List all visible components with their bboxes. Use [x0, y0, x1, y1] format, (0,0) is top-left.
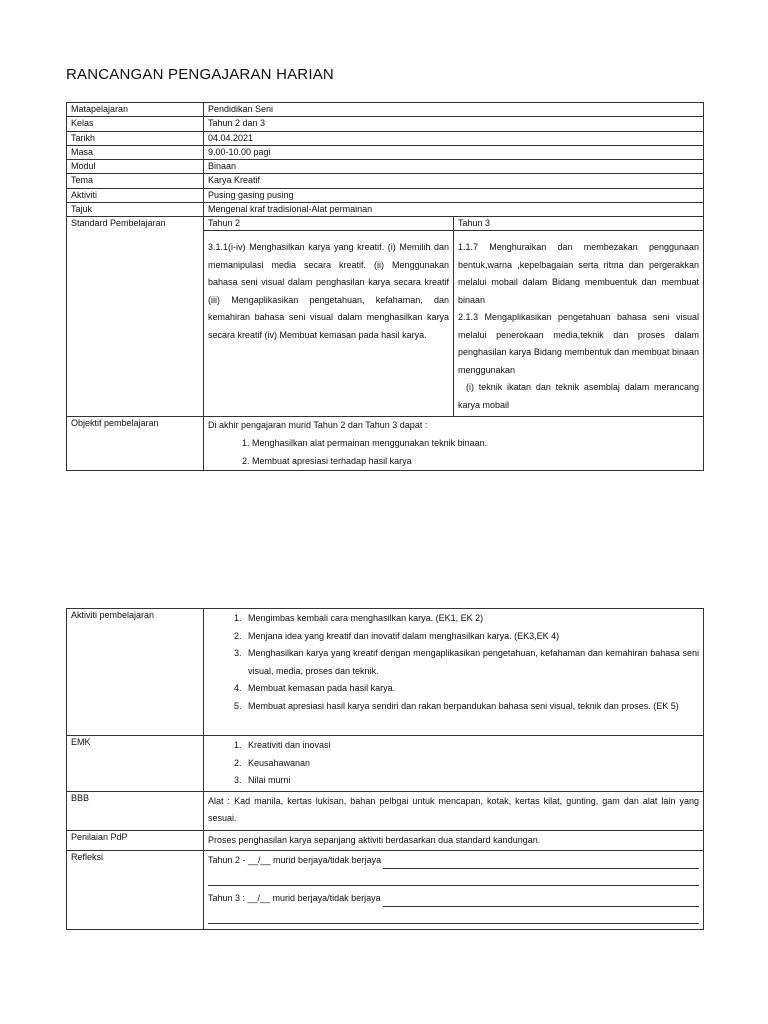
refleksi-tahun2-line[interactable]	[208, 869, 699, 886]
info-row	[67, 160, 704, 174]
info-value: Tahun 2 dan 3	[204, 117, 704, 131]
aktiviti-content	[204, 609, 704, 736]
standard-label: Standard Pembelajaran	[67, 217, 204, 417]
tahun2-header: Tahun 2	[204, 217, 454, 231]
aktiviti-label: Aktiviti pembelajaran	[67, 609, 204, 736]
penilaian-label: Penilaian PdP	[67, 830, 204, 850]
info-row	[67, 174, 704, 188]
aktiviti-item: 1. Mengimbas kembali cara menghasilkan karya. (EK1, EK 2)	[244, 610, 699, 628]
refleksi-tahun2	[208, 852, 699, 869]
info-label: Kelas	[67, 117, 204, 131]
info-row	[67, 188, 704, 202]
info-value: Karya Kreatif	[204, 174, 704, 188]
info-rows	[67, 103, 704, 217]
emk-row	[67, 736, 704, 792]
info-row	[67, 131, 704, 145]
refleksi-tahun3-blank[interactable]	[383, 896, 699, 907]
info-value: 04.04.2021	[204, 131, 704, 145]
emk-content	[204, 736, 704, 792]
refleksi-tahun3-line[interactable]	[208, 907, 699, 924]
refleksi-tahun3-text: Tahun 3 : __/__ murid berjaya/tidak berjaya	[208, 892, 381, 903]
bbb-content	[204, 791, 704, 830]
aktiviti-item: 2. Menjana idea yang kreatif dan inovatif dalam menghasilkan karya. (EK3,EK 4)	[244, 628, 699, 646]
aktiviti-item: 3. Menghasilkan karya yang kreatif dengan mengaplikasikan pengetahuan, kefahaman dan kemahiran bahasa seni visual, media, proses dan teknik.	[244, 645, 699, 680]
refleksi-content	[204, 850, 704, 929]
lesson-info-table	[66, 102, 704, 471]
info-value: Mengenal kraf tradisional-Alat permainan	[204, 202, 704, 216]
aktiviti-item: 5. Membuat apresiasi hasil karya sendiri dan rakan berpandukan bahasa seni visual, teknik dan proses. (EK 5)	[244, 698, 699, 716]
refleksi-tahun2-blank[interactable]	[383, 858, 699, 869]
penilaian-content	[204, 830, 704, 850]
info-row	[67, 103, 704, 117]
refleksi-row	[67, 850, 704, 929]
refleksi-label: Refleksi	[67, 850, 204, 929]
bbb-row	[67, 791, 704, 830]
refleksi-tahun3	[208, 890, 699, 907]
info-value: Pendidikan Seni	[204, 103, 704, 117]
tahun3-header: Tahun 3	[454, 217, 704, 231]
info-value: Pusing gasing pusing	[204, 188, 704, 202]
info-value: Binaan	[204, 160, 704, 174]
emk-label: EMK	[67, 736, 204, 792]
emk-item: 2. Keusahawanan	[244, 755, 699, 773]
aktiviti-item: 4. Membuat kemasan pada hasil karya.	[244, 680, 699, 698]
info-row	[67, 202, 704, 216]
standard-row	[67, 217, 704, 231]
info-row	[67, 117, 704, 131]
emk-list	[208, 737, 699, 790]
objektif-item-1: 1. Menghasilkan alat permainan menggunakan teknik binaan.	[242, 438, 488, 449]
tahun3-standard-text-2: 2.1.3 Mengaplikasikan pengetahuan bahasa seni visual melalui penerokaan media,teknik dan proses dalam penghasilan karya Bidang membentuk dan membuat binaan menggunakan	[458, 312, 699, 375]
info-value: 9.00-10.00 pagi	[204, 145, 704, 159]
info-label: Aktiviti	[67, 188, 204, 202]
bbb-text: Alat : Kad manila, kertas lukisan, bahan pelbgai untuk mencapan, kotak, kertas kilat, gunting, gam dan alat lain yang sesuai.	[208, 795, 699, 823]
objektif-content	[204, 417, 704, 471]
refleksi-tahun2-text: Tahun 2 - __/__ murid berjaya/tidak berjaya	[208, 854, 382, 865]
bbb-label: BBB	[67, 791, 204, 830]
info-label: Tema	[67, 174, 204, 188]
page-title: RANCANGAN PENGAJARAN HARIAN	[66, 66, 334, 83]
info-label: Masa	[67, 145, 204, 159]
tahun2-standard-text: 3.1.1(i-iv) Menghasilkan karya yang kreatif. (i) Memilih dan memanipulasi media secara kreatif. (ii) Menggunakan bahasa seni visual dalam penghasilan karya secara kreatif (iii) Mengaplikasikan pengetahuan, kefahaman, dan kemahiran bahasa seni visual dalam menghasilkan karya secara kreatif (iv) Membuat kemasan pada hasil karya.	[208, 242, 449, 340]
info-label: Modul	[67, 160, 204, 174]
info-row	[67, 145, 704, 159]
tahun2-standard	[204, 231, 454, 417]
objektif-label: Objektif pembelajaran	[67, 417, 204, 471]
info-label: Tarikh	[67, 131, 204, 145]
objektif-intro: Di akhir pengajaran murid Tahun 2 dan Tahun 3 dapat :	[208, 420, 428, 431]
tahun3-standard-text-1: 1.1.7 Menghuraikan dan membezakan penggunaan bentuk,warna ,kepelbagaian serta ritma dan pergerakkan melalui mobail dalam Bidang membuentuk dan membuat binaan	[458, 242, 699, 305]
objektif-row	[67, 417, 704, 471]
emk-item: 3. Nilai murni	[244, 772, 699, 790]
aktiviti-list	[208, 610, 699, 715]
tahun3-standard-text-3: (i) teknik ikatan dan teknik asemblaj dalam merancang karya mobail	[458, 382, 699, 410]
info-label: Matapelajaran	[67, 103, 204, 117]
lesson-activity-table	[66, 608, 704, 930]
objektif-item-2: 2. Membuat apresiasi terhadap hasil karya	[242, 456, 412, 467]
tahun3-standard	[454, 231, 704, 417]
penilaian-text: Proses penghasilan karya sepanjang aktiviti berdasarkan dua standard kandungan.	[208, 834, 541, 845]
aktiviti-row	[67, 609, 704, 736]
emk-item: 1. Kreativiti dan inovasi	[244, 737, 699, 755]
penilaian-row	[67, 830, 704, 850]
info-label: Tajuk	[67, 202, 204, 216]
